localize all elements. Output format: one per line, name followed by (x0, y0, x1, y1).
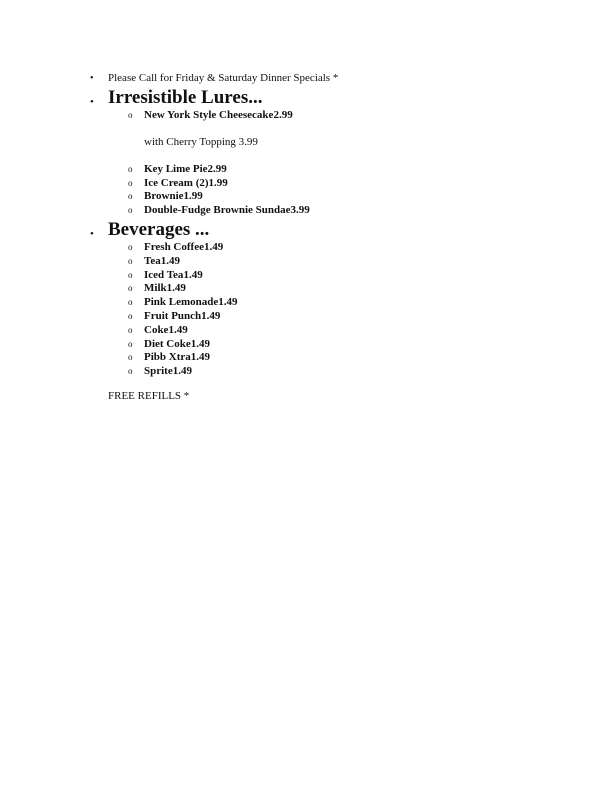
section-beverages (88, 218, 588, 379)
item-name: Key Lime Pie (144, 162, 208, 175)
item-name: Fruit Punch (144, 309, 202, 322)
menu-item (128, 109, 588, 123)
item-price: 1.49 (203, 240, 224, 253)
section-title-desserts: Irresistible Lures... (108, 87, 263, 108)
item-name: Sprite (144, 365, 173, 378)
bullet-icon: • (90, 73, 94, 84)
item-price: 1.49 (183, 268, 203, 281)
menu-item (128, 310, 588, 324)
item-name: Double-Fudge Brownie Sundae (144, 204, 291, 217)
beverage-list (108, 241, 588, 379)
circle-bullet-icon: o (128, 241, 133, 252)
item-name: Pibb Xtra (144, 351, 191, 364)
item-name: New York Style Cheesecake (144, 109, 274, 121)
item-price: 1.49 (218, 296, 238, 309)
circle-bullet-icon: o (128, 297, 133, 308)
bullet-icon: • (90, 227, 94, 240)
item-price: 3.99 (290, 204, 310, 217)
dessert-list (108, 109, 588, 218)
bullet-icon: • (90, 96, 94, 108)
item-price: 1.99 (183, 190, 203, 203)
item-price: 2.99 (273, 109, 293, 121)
menu-item (128, 255, 588, 269)
item-name: Tea (144, 254, 161, 267)
circle-bullet-icon: o (128, 352, 133, 363)
item-price: 2.99 (207, 162, 227, 175)
circle-bullet-icon: o (128, 269, 133, 280)
section-title-beverages: Beverages ... (108, 218, 210, 240)
menu-item (128, 351, 588, 365)
item-price: 1.49 (190, 337, 210, 350)
item-name: Diet Coke (144, 337, 191, 350)
item-name: Iced Tea (144, 268, 184, 281)
menu-item (128, 177, 588, 191)
section-desserts (88, 86, 588, 218)
menu-item (128, 269, 588, 283)
item-name: Milk (144, 282, 167, 295)
item-price: 1.49 (168, 323, 188, 336)
item-price: 1.99 (208, 176, 228, 189)
menu-item (128, 241, 588, 255)
free-refills-note: FREE REFILLS * (108, 390, 190, 402)
specials-note: Please Call for Friday & Saturday Dinner Specials * (108, 72, 339, 84)
circle-bullet-icon: o (128, 191, 133, 202)
circle-bullet-icon: o (128, 366, 133, 377)
menu-item (128, 296, 588, 310)
menu-list (88, 70, 588, 379)
circle-bullet-icon: o (128, 110, 133, 120)
item-name: Brownie (144, 190, 184, 203)
circle-bullet-icon: o (128, 310, 133, 321)
menu-item (128, 282, 588, 296)
circle-bullet-icon: o (128, 324, 133, 335)
circle-bullet-icon: o (128, 177, 133, 188)
menu-item (128, 163, 588, 177)
item-price: 1.49 (201, 309, 221, 322)
circle-bullet-icon: o (128, 338, 133, 349)
topping-note: with Cherry Topping 3.99 (144, 135, 258, 148)
item-price: 1.49 (190, 351, 210, 364)
item-price: 1.49 (172, 365, 192, 378)
circle-bullet-icon: o (128, 283, 133, 294)
menu-item (128, 365, 588, 379)
circle-bullet-icon: o (128, 163, 133, 174)
specials-note-item (88, 70, 588, 86)
circle-bullet-icon: o (128, 205, 133, 216)
item-name: Coke (144, 323, 169, 336)
menu-item (128, 190, 588, 204)
circle-bullet-icon: o (128, 255, 133, 266)
menu-item (128, 204, 588, 218)
item-name: Pink Lemonade (144, 296, 219, 309)
menu-item (128, 324, 588, 338)
menu-item (128, 338, 588, 352)
item-name: Ice Cream (2) (144, 176, 209, 189)
item-name: Fresh Coffee (144, 240, 204, 253)
item-price: 1.49 (166, 282, 186, 295)
item-price: 1.49 (160, 254, 180, 267)
